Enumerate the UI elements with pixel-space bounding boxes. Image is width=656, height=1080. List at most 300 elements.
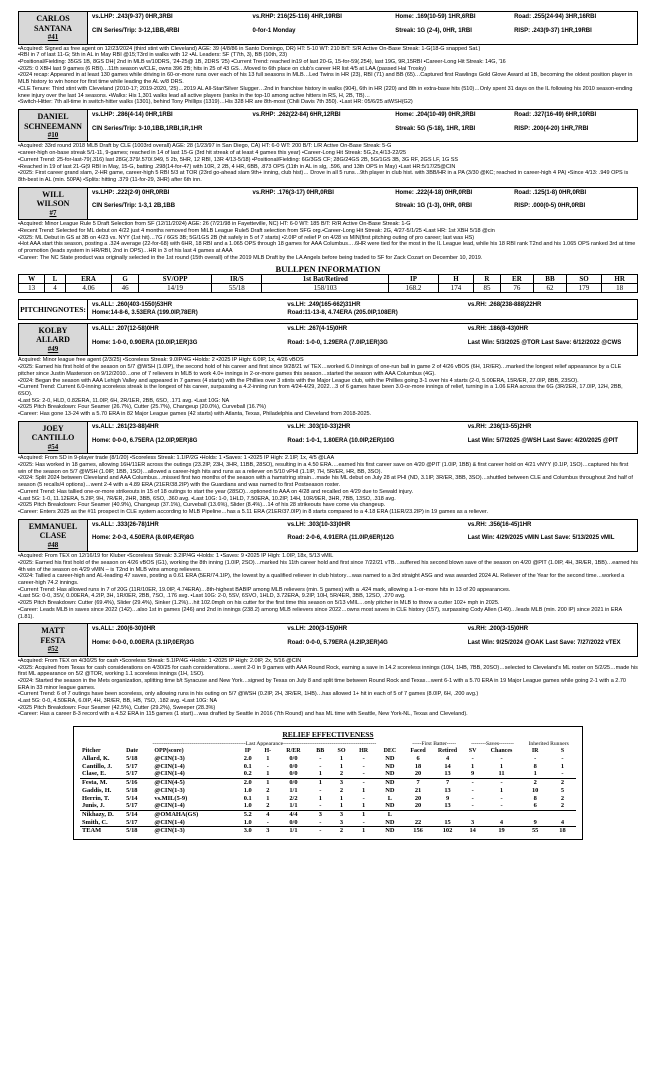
bullpen-header-cell: HR [602,274,638,283]
relief-cell: 1 [471,762,475,770]
pitcher-note-line: •Career: Enters 2025 as the #11 prospect in CLE system according to MLB Pipeline…has a 5.11 ERA (21ER/37.0IP) in 8 starts compared to a 4.18 ERA (11ER/23.2IP) in 19 games as a reliever. [18,508,488,515]
bullpen-value-cell: 18 [602,284,638,293]
pitcher-split-cell: Last Win: 4/29/2025 vMIN Last Save: 5/13/2025 vMIL [467,535,615,542]
bullpen-value-cell: 168.2 [389,284,438,293]
relief-header-cell: Date [126,747,139,754]
relief-row [80,787,576,795]
relief-cell [464,810,482,818]
pitcher-split-cell: vs.LH: .303(10-33)2HR [287,423,351,430]
player-splits [88,187,638,221]
player-note-line: •CLE Tenure: Third stint with Cleveland (2010-17; 2019-2020, '25)…2019 AL All-Star/Silver Slugger…2nd in franchise history in walks (904), 6th in HR (220) and 8th in extra-base hits (510)…Only spent 31 days on the IL following his 2010 season-ending knee injury over the last 14 seasons. •Walks: His 1,301 walks lead all active players (ranks in the top-10 among active hitters in RS, H, 2B, TB)… [18,85,633,99]
relief-cell [521,810,549,818]
player-split-cell: 0-for-1 Monday [252,27,296,34]
pitcher-splits [88,623,638,657]
relief-cell: 14 [469,827,476,835]
player-notes [18,45,638,106]
bullpen-value-cell: 76 [500,284,534,293]
pitcher-header [18,623,638,657]
relief-row [80,810,576,818]
player-note-line: •Career: The NC State product was originally selected in the 1st round (15th overall) of the 2019 MLB Draft by the LA Angels before being traded to SF for Zack Cozart on December 10, 2019. [18,254,483,261]
relief-cell: 13 [431,770,463,778]
relief-cell: 1/1 [277,802,309,810]
relief-cell: Festa, M. [82,779,108,787]
bullpen-header-cell: IP [389,274,438,283]
player-note-line: •career-high on-base streak 5/1-11, 9-games; reached in 14 of last 15-G (3rd hit streak of at least 4 games this year) •Career-Long Hit Streak: 5G,2x,4/13-22/25 [18,150,407,157]
relief-cell: 7 [445,779,450,787]
bullpen-header-cell: 1st Bat/Retired [262,274,389,283]
relief-cell: 1 [331,802,352,810]
relief-cell: 0/0 [277,770,309,778]
pn-split: Road:11-13-8, 4.74ERA (205.0IP,108ER) [287,309,398,316]
player-namebox [18,109,88,143]
relief-cell: - [549,770,576,778]
pitching-notes-label-line1: PITCHING [20,305,58,315]
bullpen-header-row [19,274,638,283]
relief-cell: TEAM [82,827,102,835]
relief-cell: 5/17 [124,770,152,778]
relief-cell: - [362,794,365,802]
relief-cell: 4 [266,810,270,818]
relief-header-cell: SV [468,747,477,754]
pitching-notes-label-line2: NOTES: [57,305,86,315]
bullpen-header-cell: L [45,274,65,283]
relief-cell: - [500,779,503,787]
relief-cell: 2 [266,786,270,794]
relief-cell: 6 [521,802,549,810]
player-split-cell: vs.RHP: 216(25-116) 4HR,19RBI [252,14,342,20]
relief-cell: 2 [331,770,352,778]
player-split-cell: RISP: .000(0-5) 0HR,0RBI [514,203,586,210]
relief-cell: 0/0 [289,779,298,787]
relief-cell: 1 [339,755,344,763]
relief-header-cell: Pitcher [82,747,101,754]
relief-cell: Allard, K. [82,755,110,763]
bullpen-value-cell: 158/103 [262,284,389,293]
pn-split: Home:14-8-6, 3.53ERA (199.0IP,78ER) [92,309,198,316]
pitcher-note-line: •Career: Has gone 13-24 with a 5.70 ERA in 82 Major League games (42 starts) with Atlanta, Texas, Philadelphia and Cleveland from 2018-2025. [18,411,372,418]
player-last-name: SCHNEEMANN [24,121,82,131]
pitcher-note-line: •2025 Pitch Breakdown: Four Seamer (26.7%), Cutter (25.7%), Changeup (20.0%), Curveball (16.7%) [18,404,267,411]
relief-cell: - [310,819,331,827]
relief-cell: 0.1 [243,794,252,802]
relief-header-cell: HR [359,747,369,754]
relief-cell [431,810,463,818]
relief-cell: @CIN(1-3) [154,827,185,835]
player-split-cell: vs.RHP: .262(22-84) 6HR,12RBI [252,111,341,118]
pitcher-block [18,519,638,621]
bullpen-value-cell: 62 [534,284,567,293]
player-last-name: WILSON [36,199,70,209]
pitcher-note-line: •Current Trend: Current 6.0-inning scoreless streak is the longest of his career, surpassing a 4.2-inning run from 4/24-4/29, 2022…3 of 6 games have been 3.0-or-more innings of relief, turning in a 1.06 ERA across the 6G (3R/2ER, 17.0IP, 12H, 2BB, 6SO). [18,384,623,397]
relief-cell: @CIN(4-5) [154,779,185,787]
bullpen-header-cell: IR/S [212,274,262,283]
bullpen-header-cell: ER [500,274,534,283]
relief-cell: 0/0 [289,755,298,763]
relief-cell: 1 [318,779,322,787]
bullpen-value-cell: 179 [566,284,602,293]
relief-cell: - [310,802,331,810]
relief-header-cell: Retired [437,747,458,754]
pitcher-split-cell: vs.ALL: .200(6-30)0HR [92,626,156,633]
relief-cell: 1 [352,802,375,810]
relief-row [80,827,576,835]
relief-cell: 8 [533,762,537,770]
pitcher-note-line: •2025 Pitch Breakdown: Cutter (69.4%), Slider (29.4%), Sinker (1.2%)…hit 102.0mph on his cutter for the first time this season on 5/13 vMIL…only pitcher in MLB to throw a cutter 102+ mph in 2025. [18,600,500,607]
player-block [18,187,638,262]
relief-cell: 0/0 [289,762,298,770]
player-header [18,11,638,45]
relief-cell: 9 [464,770,482,778]
pitcher-number: #48 [47,540,59,549]
relief-cell: 0.1 [243,762,252,770]
bullpen-value-cell: 13 [19,284,45,293]
relief-cell: Nikhazy, D. [82,810,114,818]
relief-header-cell: Faced [410,747,426,754]
player-split-cell [253,126,396,140]
relief-cell: L [387,794,393,802]
pitcher-split-cell: Home: 0-0-0, 6.75ERA (12.0IP,9ER)8G [92,437,198,444]
pn-split: vs.LH: .249(165-662)31HR [287,302,361,309]
pn-split: vs.RH: .268(238-888)22HR [467,302,542,309]
relief-cell: 2 [339,786,344,794]
relief-header-cell: IR [531,747,539,754]
bullpen-values-row [19,284,638,293]
pitcher-split-cell: vs.RH: .200(3-15)0HR [467,626,529,633]
relief-cell: @OMAHA(GS) [154,810,199,818]
player-note-line: •2024 recap: Appeared in at least 130 games while driving in 60-or-more runs over each of his 13 full seasons in MLB…Led Twins in HR (23), RBI (71) and BB (65)…Captured first Rawlings Gold Glove Award at 1B, becoming the oldest position player in MLB history to win honor for first time while leading the AL w/8 DRS. [18,72,633,86]
pitcher-note-line: •Current Trend: Has tallied one-or-more strikeouts in 15 of 18 outings to start the year (28SO)…optioned to AAA on 4/28 and recalled on 4/29 due to Sewald injury. [18,488,413,495]
relief-cell: 5/16 [126,779,138,787]
relief-cell: 0.2 [237,770,258,778]
relief-cell: - [266,762,269,770]
bullpen-header-cell: BB [534,274,567,283]
bullpen-value-cell: 85 [474,284,500,293]
relief-header-cell: H- [264,747,272,754]
relief-cell: 1.0 [237,819,258,827]
player-header [18,109,638,143]
pitcher-first-name: JOEY [42,423,64,433]
relief-cell: - [471,755,474,763]
relief-cell: - [561,755,564,763]
pitcher-split-cell: Road: 1-0-0, 1.29ERA (7.0IP,1ER)3G [287,339,388,346]
relief-cell: 1.0 [243,786,252,794]
pitcher-first-name: MATT [41,626,65,636]
relief-cell [405,810,432,818]
relief-cell: 19 [498,827,505,835]
bullpen-header-cell: H [438,274,474,283]
player-note-line: •Hot AAA start this season, posting a .324 average (22-for-68) with 6HR, 18 RBI and a 1.065 OPS through 18 games for AAA Columbus….6HR were tied for the most in the IL League lead, while his 18 RBI rank T2nd and his 1.065 OPS ranked 3rd at time of promotion (leads system in HR/RBI, 2nd in OPS)…HR in 3 of his last 4 games at AAA [18,241,636,255]
relief-cell: 3 [266,827,270,835]
relief-cell: 20 [405,770,432,778]
relief-cell: 1/1 [289,786,298,794]
relief-cell: L [387,810,393,818]
relief-cell: ND [385,827,395,835]
relief-cell [482,810,522,818]
relief-cell: 3.0 [243,827,252,835]
relief-cell: 1 [560,762,565,770]
player-split-cell: Home: .169(10-59) 1HR,6RBI [395,14,476,20]
pitcher-section [18,323,638,718]
relief-cell: Smith, C. [80,819,124,827]
relief-row [80,779,576,787]
pitcher-note-line: •2025: Has worked in 18 games, allowing 16H/11ER across the outings (23.2IP, 23H, 3HR, 11BB, 28SO), resulting in a 4.50 ERA….earned his first career save on 4/20 @PIT (1.0IP, 1BB) & first career hold on 4/21 vNYY (0.1IP, 1SO)…captured his first win of the season on 5/7 @WSH (1.0IP, 1BB, 1SO)…allowed a career-high hits and runs as a reliever on 5/10 vPHI (1.1IP, 7H, 5R/ER, HR, BB, 3SO). [18,462,629,475]
pitcher-note-line: •2024: Started the season in the Mets organization, splitting time b/t Syracuse and New York…signed by Texas on July 8 and split time between Round Rock and Texas…went 6-1 with a 5.70 ERA in 19 Major League games while going 2-1 with a 2.70 ERA in 33 minor league games. [18,677,626,691]
pitcher-block [18,421,638,516]
pitcher-split-cell: vs.ALL: .333(26-78)1HR [92,521,159,528]
relief-row [80,770,576,778]
player-split-cell: vs.LHP: .286(4-14) 0HR,1RBI [92,111,173,118]
relief-cell: 102 [442,827,453,835]
relief-cell: 10 [531,786,539,794]
player-split-cell: RISP: .200(4-20) 1HR,7RBI [514,125,589,132]
relief-cell: ND [385,786,395,794]
pitcher-split-cell: vs.RH: .186(8-43)0HR [467,325,529,332]
relief-cell: 2 [339,827,344,835]
pitcher-note-line: •2025 Pitch Breakdown: Four Seamer (42.5%), Cutter (29.2%), Sweeper (28.3%) [18,704,216,711]
player-split-cell: Road: .255(24-94) 3HR,16RBI [514,14,597,20]
relief-cell: Cantillo, J. [82,762,113,770]
bullpen-title: BULLPEN INFORMATION [275,263,381,274]
relief-header-row [80,748,576,755]
relief-cell: @CIN(1-4) [154,762,185,770]
relief-row [80,763,576,771]
relief-cell: - [471,779,474,787]
pitcher-note-line: •Career: Has a career 8-3 record with a 4.52 ERA in 115 games (1 start)…was drafted by Seattle in 2016 (7th Round) and has ML time with Seattle, New York-NL, Texas and Cleveland). [18,711,468,718]
bullpen-header-cell: SV/OPP [138,274,212,283]
player-split-cell: Home: .204(10-49) 0HR,3RBI [395,111,476,118]
relief-cell: 20 [414,794,422,802]
relief-title: RELIEF EFFECTIVENESS [282,730,374,740]
relief-cell: @CIN(1-3) [154,786,185,794]
relief-cell: 5/14 [126,810,138,818]
relief-cell: Gaddis, H. [82,786,112,794]
relief-cell: 2 [258,802,277,810]
batter-section [18,11,638,262]
pitcher-split-cell: vs.LH: .303(10-33)0HR [287,521,351,528]
relief-cell: 5/18 [126,827,138,835]
relief-cell: 1 [362,786,366,794]
relief-group-header: --------------------------------------------------Last Appearance-------------------------------------------------- [152,741,377,748]
relief-cell: 5/18 [126,786,138,794]
pn-split [468,310,633,317]
relief-cell: 5/18 [126,755,138,763]
relief-cell: 156 [413,827,423,835]
pitcher-last-name: FESTA [40,635,66,645]
relief-body [80,755,576,835]
relief-cell: 3 [318,810,322,818]
relief-group-header: -----First Batter----- [412,741,457,748]
relief-cell: 2 [549,802,576,810]
pitcher-split-cell: vs.RH: .236(13-55)2HR [467,423,532,430]
relief-cell: - [464,802,482,810]
relief-cell: - [352,819,375,827]
relief-cell: ND [375,770,405,778]
relief-group-row [80,741,576,748]
relief-cell: 1 [266,779,270,787]
player-split-cell: RISP: .243(9-37) 1HR,19RBI [514,27,592,34]
pitcher-split-cell: Last Win: 5/7/2025 @WSH Last Save: 4/20/2025 @PIT [467,437,619,444]
relief-cell: 18 [414,762,422,770]
pitcher-note-line: •Last 5G: 1-0, 11.12ERA, 5.2IP, 9H, 7R/ER, 2HR, 3BB, 6SO, .360 avg. •Last 10G: 1-0, 1HLD, 7.50ERA, 10.2IP, 14H, 10R/9ER, 3HR, 7BB, 13SO, .318 avg. [18,495,396,502]
player-note-line: •2025: 0 XBH last 9 games (6 RBI)…11th season w/CLE, owns 396 2B; hits in 25 of 43 GS…Moved to 6th place on club's career HR list 4/5 at LAA (passed Hal Trosky) [18,65,426,72]
relief-cell: 1 [266,755,270,763]
relief-cell: 1 [362,810,366,818]
relief-cell: 4/4 [289,810,298,818]
pitcher-note-line: •Last 5G: 0-0, 3SV, 0.00ERA, 4.2IP, 3H, 1R/0ER, 2BB, 7SO, .176 avg. •Last 10G: 2-0, 5SV, 6SVO, 1HLD, 3.72ERA, 9.2IP, 10H, 5R/4ER, 3BB, 12SO, .270 avg. [18,593,406,600]
pitcher-note-line: •Acquired: From TEX on 12/16/19 for Kluber •Scoreless Streak: 3.2IP/4G •Holds: 1 •Saves: 9 •2025 IP High: 1.0IP, 18x, 5/13 vMIL [18,553,334,560]
pitcher-note-line: •Last 5G: 0-0, 4.50ERA, 6.0IP, 4H, 3R/ER, BB, HB, 7SO, .182 avg. •Last 10G: NA [18,698,218,705]
relief-cell: Herrin, T. [82,794,110,802]
relief-cell: 5/17 [124,819,152,827]
relief-group-header: --------Saves-------- [471,741,514,748]
player-block [18,109,638,184]
pitcher-note-line: •2025: Earned his first hold of the season on 5/7 @WSH (1.0IP), the second hold of his career and first since 9/28/21 w/ TEX…worked 6.0 innings of one-run ball in game 2 of 4/26 vBOS (6H, 1R/ER)…marked the longest relief appearance by a CLE pitcher since Justin Masterson on 9/12/2010…one of 7 relievers in MLB to work 4.0+ innings in 2-or-more games this season…started the season with AAA Columbus (4G). [18,364,622,377]
relief-cell: - [352,770,375,778]
relief-header-cell: DEC [383,747,397,754]
player-split-cell: CIN Series/Trip: 3-10,1BB,1RBI,1R,1HR [92,125,203,132]
pitcher-first-name: KOLBY [38,325,68,335]
player-first-name: DANIEL [37,111,69,121]
relief-cell: 4 [549,819,576,827]
relief-cell: 7 [416,779,420,787]
relief-cell: 1 [499,786,504,794]
player-note-line: •Acquired: Signed as free agent on 12/23/2024 (third stint with Cleveland) AGE: 39 (4/8/86 in Santo Domingo, DR) HT: 5-10 WT: 210 B/T: S/R Active On-Base Streak: 1-G(18-G snapped Sat.) [18,45,481,52]
pitcher-note-line: •2024: Split 2024 between Cleveland and AAA Columbus…missed first two months of the season with a hamstring strain…made his ML debut on July 28 at PHI (ND, 3.1IP, 3R/ER, 3BB, 3SO)…shuttled between CLE and Columbus throughout 2nd half of season (5 recalls/4 options)…went 2-4 with a 4.89 ERA (21ER/38.2IP) with the Guardians and was named to first Postseason roster. [18,475,633,489]
player-split-cell [253,203,396,217]
relief-cell: 1 [339,794,344,802]
pitcher-split-cell: Road: 0-0-0, 5.79ERA (4.2IP,3ER)4G [287,640,388,647]
relief-row [80,819,576,827]
pitcher-note-line: •2025 Pitch Breakdown: Four Seamer (40.9%), Changeup (37.1%), Curveball (13.6%), Slider (8.4%)…14 of his 28 strikeouts have come via changeup. [18,502,386,509]
bullpen-value-cell: 4.06 [65,284,112,293]
player-splits [88,11,638,45]
relief-cell: 5/14 [126,794,138,802]
relief-cell: 55 [531,827,539,835]
relief-cell: 1.0 [237,802,258,810]
pitcher-note-line: •Acquired: From TEX on 4/30/25 for cash •Scoreless Streak: 5.1IP/4G •Holds: 1 •2025 IP High: 2.0IP, 2x, 5/16 @CIN [18,657,302,664]
relief-cell: 1/1 [289,827,298,835]
relief-cell: 13 [444,786,451,794]
relief-cell: - [482,802,522,810]
bullpen-table [18,274,638,294]
player-notes [18,220,638,261]
bullpen-header-cell: SO [566,274,602,283]
pitcher-note-line: •2024: Tallied a career-high and AL-leading 47 saves, posting a 0.61 ERA (5ER/74.1IP), the lowest by a qualified reliever in club history…was named to a 3rd straight ASG and was awarded 2024 AL Reliever of the Year for the second time…worked a career-high 74.2 innings. [18,573,625,587]
pitcher-header [18,323,638,357]
bullpen-value-cell: 14/19 [138,284,212,293]
pitcher-split-cell: vs.LH: .267(4-15)0HR [287,325,348,332]
relief-cell: 20 [405,802,432,810]
pitcher-split-cell: Road: 2-0-6, 4.91ERA (11.0IP,6ER)12G [287,535,395,542]
relief-cell: 1 [362,827,366,835]
pitcher-namebox [18,519,88,553]
player-note-line: •Reached in 19 of last 21-G(9 RBI in May, 15-G, batting .298(14-for-47) with 10R, 2 2B, 4 HR, 6BB, .873 OPS (11th in AL in slg, .596, and 13th OPS in May) •Last HR:5/17/25@CIN [18,163,456,170]
player-note-line: •Acquired: 33rd round 2018 MLB Draft by CLE (1003rd overall) AGE: 28 (1/23/97 in San Diego, CA) HT: 6-0 WT: 200 B/T: L/R Active On-Base Streak: 5-G [18,143,392,150]
player-split-cell: Streak: 1G (1-3), 0HR, 0RBI [395,203,472,210]
relief-cell: - [471,786,474,794]
relief-cell: 18 [559,827,566,835]
player-split-cell: CIN Series/Trip: 1-3,1 2B,1BB [92,203,176,210]
relief-cell: 6 [416,755,420,763]
relief-table [80,741,576,835]
relief-cell [549,810,576,818]
pitcher-notes [18,657,638,718]
player-split-cell: Road: .125(1-8) 0HR,0RBI [514,189,587,196]
relief-cell: 2 [560,794,565,802]
player-split-cell: vs.LHP: .243(9-37) 0HR,3RBI [92,14,173,20]
pitching-notes [18,299,638,319]
relief-cell: - [362,755,365,763]
pitcher-note-line: •2025: Earned his first hold of the season on 4/26 vBOS (G1), working the 8th inning (1.0IP, 2SO)…marked his 11th career hold and first since 7/22/21 vTB…suffered his second blown save of the season on 4/20 @PIT (1.0IP, 4H, 3R/ER, 1BB)…earned his 4th win of the season on 4/29 vMIN – is T2nd in MLB wins among relievers. [18,559,638,573]
relief-header-cell: BB [316,747,325,754]
bullpen-header-cell: R [474,274,500,283]
relief-cell: - [362,779,365,787]
relief-cell: 9 [445,794,450,802]
relief-group-header: Inherited Runners [528,741,569,748]
relief-cell: - [500,755,503,763]
pitcher-block [18,323,638,418]
pitcher-namebox [18,421,88,455]
relief-row [80,795,576,803]
player-note-line: •RBI in 7 of last 11-G; 5th in AL in May RBI @15;T3rd in walks with 12 •AL Leaders: SF (T7th, 3), BB (10th, 23) [18,52,288,59]
relief-cell: 9 [521,819,549,827]
pitcher-first-name: EMMANUEL [28,521,78,531]
relief-cell: - [500,794,503,802]
pitcher-splits [88,323,638,357]
player-note-line: •Recent Trend: Selected for ML debut on 4/22 just 4 months removed from MiLB League Rule5 Draft selection from SFG org.•Career-Long Hit Streak: 2G, 4/27-5/1/25 •Last HR: 1st XBH 5/18 @cin [18,227,495,234]
player-note-line: •Acquired: Minor League Rule 5 Draft Selection from SF (12/11/2024) AGE: 26 (7/21/98 in Fayetteville, NC) HT: 6-0 WT: 185 B/T: R/R Active On-Base Streak: 1-G [18,221,411,228]
bullpen-value-cell: 46 [112,284,138,293]
player-note-line: •2025: First career grand slam, 2-HR game, career-high 5 RBI 5/3 at TOR (23rd go-ahead slam 9th+ inning, club hist)… Drove in all 5 runs…9th player in club hist. with 3BB/HR in a PA (3/30 @KC; reached in career-high 4 PA) •Since 4/13: .949 OPS is 8th-best in AL (min. 50PA) •Splits: hitting .379 (11-for-29, 3HR) after 6th inn. [18,170,629,183]
relief-cell: 3 [464,819,482,827]
pitcher-namebox [18,623,88,657]
pitcher-split-cell: vs.RH: .356(16-45)1HR [467,521,532,528]
relief-cell: ND [375,802,405,810]
relief-cell: 13 [431,802,463,810]
relief-cell: 5.2 [243,810,252,818]
relief-cell: Junis, J. [80,802,124,810]
relief-cell: - [258,819,277,827]
relief-cell: vs.MIL(5-9) [154,794,188,802]
bullpen-value-cell: 55/18 [212,284,262,293]
pitcher-note-line: •Acquired: From SD in 9-player trade (8/1/20) •Scoreless Streak: 1.1IP/2G •Holds: 1 •Saves: 1 •2025 IP High: 2.1IP, 1x, 4/5 @LAA [18,455,335,462]
relief-cell: 21 [414,786,422,794]
relief-cell: 1 [318,794,322,802]
relief-cell: 1 [266,794,270,802]
relief-cell: @CIN(1-3) [154,755,185,763]
player-note-line: •2025: ML Debut in GS at 3B on 4/23 vs. NYY (1st hit)…7G / 6GS 3B; 5G/1GS 2B (hit safely in 5 of 7 starts) •2.0IP of relief P on 4/28 vs MIN(first pitching outing of pro career; last was HS) [18,234,475,241]
player-note-line: •Current Trend: 25-for-last-79(.316) last 28G(.379/.570/.949, 5 2b, 5HR, 12 RBI, 13R 4/13-5/18) •Positional/Fielding: 6G/3GS CF; 28G/24GS 2B, 5G/1GS 3B, 3G RF, 2GS LF, 1G SS [18,156,459,163]
pitcher-note-line: •Career: Leads MLB in saves since 2022 (142)…also 1st in games (246) and 2nd in innings (238.2) among MLB relievers since 2022…owns most saves in CLE history (157), surpassing Cody Allen (149)…leads MLB (min. 200 IP) since 2021 in ERA (1.81). [18,606,622,620]
relief-cell: - [319,762,322,770]
player-namebox [18,11,88,45]
relief-cell: 5/17 [124,802,152,810]
relief-cell: 5/17 [126,762,138,770]
relief-cell: - [319,786,322,794]
relief-cell: ND [385,762,395,770]
pitcher-splits [88,519,638,553]
relief-cell: 1 [521,770,549,778]
relief-cell: 4 [445,755,450,763]
relief-cell: 0/0 [277,819,309,827]
relief-cell: 1 [499,762,504,770]
relief-cell: @CIN(1-4) [152,770,237,778]
relief-header-cell: OPP(score) [154,747,184,754]
relief-cell: - [362,762,365,770]
bullpen-header-cell: G [112,274,138,283]
pn-split: vs.ALL: .260(403-1550)53HR [92,302,173,309]
player-notes [18,142,638,183]
